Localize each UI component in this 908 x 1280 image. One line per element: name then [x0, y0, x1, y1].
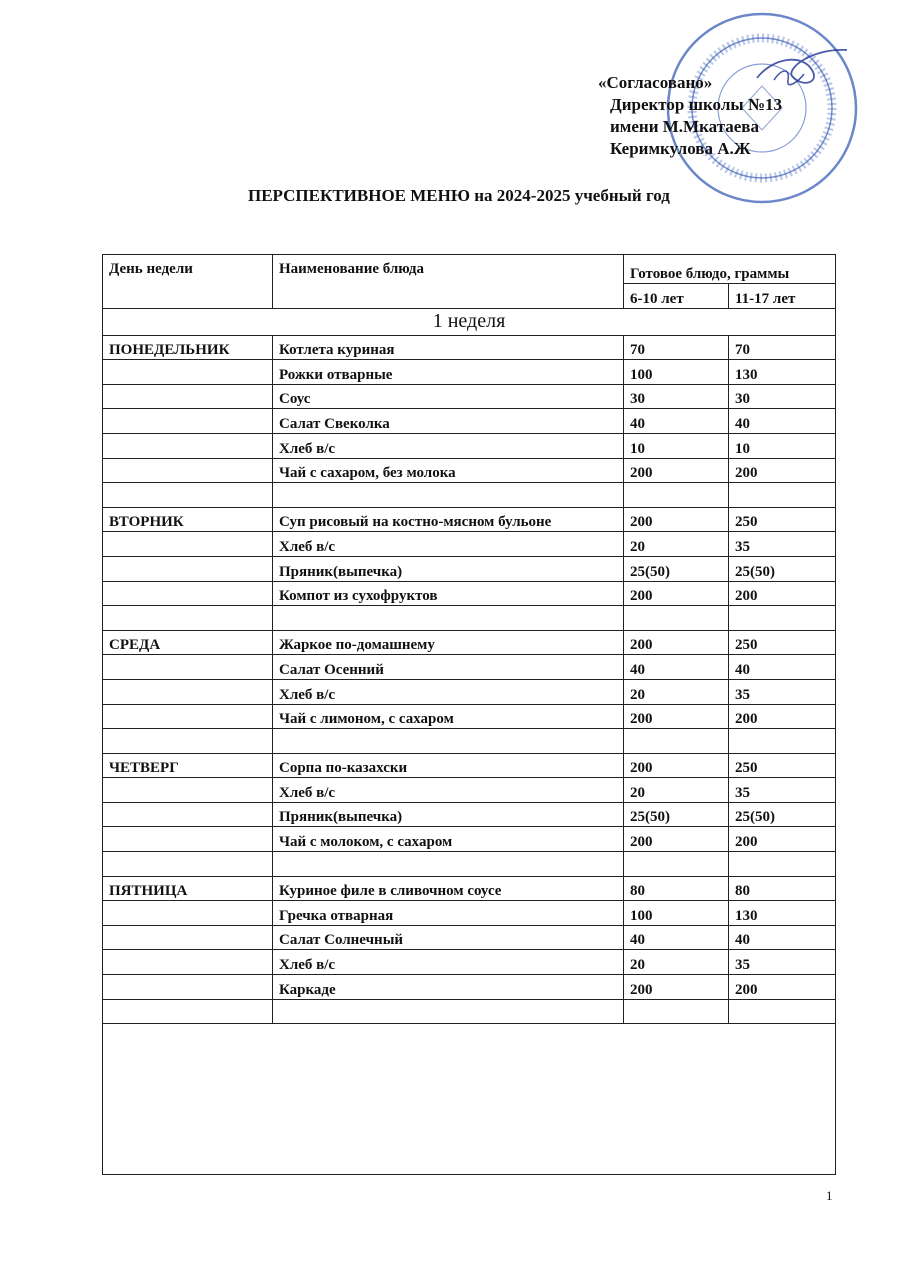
grams-11-17-cell: 70 — [729, 335, 836, 360]
grams-11-17-cell — [729, 999, 836, 1024]
table-row — [103, 827, 836, 852]
grams-6-10-cell: 40 — [624, 925, 729, 950]
dish-cell — [273, 852, 624, 877]
table-row — [103, 335, 836, 360]
day-cell — [103, 925, 273, 950]
header-ready-dish-grams: Готовое блюдо, граммы — [624, 255, 836, 284]
table-row — [103, 655, 836, 680]
dish-cell: Соус — [273, 384, 624, 409]
dish-cell: Чай с сахаром, без молока — [273, 458, 624, 483]
grams-11-17-cell: 200 — [729, 704, 836, 729]
table-row — [103, 507, 836, 532]
day-cell — [103, 729, 273, 754]
dish-cell — [273, 483, 624, 508]
empty-cell — [103, 1024, 836, 1175]
table-row — [103, 901, 836, 926]
grams-6-10-cell — [624, 729, 729, 754]
approval-signatory: Керимкулова А.Ж — [610, 139, 751, 158]
grams-11-17-cell: 40 — [729, 409, 836, 434]
grams-6-10-cell: 200 — [624, 507, 729, 532]
dish-cell: Жаркое по-домашнему — [273, 630, 624, 655]
dish-cell: Хлеб в/с — [273, 433, 624, 458]
table-header-row — [103, 255, 836, 284]
dish-cell: Куриное филе в сливочном соусе — [273, 876, 624, 901]
table-row — [103, 876, 836, 901]
day-cell — [103, 360, 273, 385]
grams-6-10-cell: 80 — [624, 876, 729, 901]
day-cell — [103, 581, 273, 606]
approval-heading: «Согласовано» — [598, 73, 713, 92]
menu-table — [102, 254, 836, 1175]
grams-6-10-cell: 200 — [624, 458, 729, 483]
grams-11-17-cell: 200 — [729, 827, 836, 852]
day-cell — [103, 532, 273, 557]
table-row — [103, 753, 836, 778]
day-cell — [103, 852, 273, 877]
grams-6-10-cell: 40 — [624, 655, 729, 680]
dish-cell — [273, 606, 624, 631]
day-cell — [103, 433, 273, 458]
dish-cell — [273, 729, 624, 754]
header-age-6-10: 6-10 лет — [624, 284, 729, 309]
table-row — [103, 384, 836, 409]
document-title: ПЕРСПЕКТИВНОЕ МЕНЮ на 2024-2025 учебный год — [248, 186, 670, 205]
approval-block — [598, 72, 782, 160]
dish-cell: Салат Свеколка — [273, 409, 624, 434]
table-row — [103, 409, 836, 434]
table-row — [103, 532, 836, 557]
dish-cell: Котлета куриная — [273, 335, 624, 360]
day-cell — [103, 827, 273, 852]
grams-6-10-cell: 200 — [624, 975, 729, 1000]
dish-cell: Компот из сухофруктов — [273, 581, 624, 606]
table-row — [103, 778, 836, 803]
grams-6-10-cell: 200 — [624, 753, 729, 778]
grams-11-17-cell: 35 — [729, 532, 836, 557]
table-row — [103, 704, 836, 729]
week-label: 1 неделя — [103, 308, 836, 335]
dish-cell: Чай с лимоном, с сахаром — [273, 704, 624, 729]
grams-6-10-cell — [624, 606, 729, 631]
grams-11-17-cell: 250 — [729, 753, 836, 778]
table-row — [103, 999, 836, 1024]
grams-6-10-cell: 25(50) — [624, 556, 729, 581]
dish-cell: Хлеб в/с — [273, 679, 624, 704]
grams-6-10-cell: 10 — [624, 433, 729, 458]
table-row — [103, 556, 836, 581]
dish-cell: Сорпа по-казахски — [273, 753, 624, 778]
approval-school-name: имени М.Мкатаева — [610, 117, 759, 136]
dish-cell: Хлеб в/с — [273, 532, 624, 557]
dish-cell: Каркаде — [273, 975, 624, 1000]
table-row — [103, 433, 836, 458]
grams-6-10-cell: 200 — [624, 827, 729, 852]
grams-11-17-cell: 200 — [729, 975, 836, 1000]
dish-cell: Пряник(выпечка) — [273, 556, 624, 581]
table-row — [103, 729, 836, 754]
week-row — [103, 308, 836, 335]
table-row — [103, 483, 836, 508]
grams-6-10-cell — [624, 483, 729, 508]
grams-11-17-cell — [729, 483, 836, 508]
day-cell — [103, 606, 273, 631]
dish-cell: Хлеб в/с — [273, 950, 624, 975]
grams-11-17-cell: 40 — [729, 925, 836, 950]
grams-6-10-cell — [624, 852, 729, 877]
day-cell — [103, 802, 273, 827]
day-cell — [103, 655, 273, 680]
grams-11-17-cell: 200 — [729, 581, 836, 606]
table-row — [103, 852, 836, 877]
grams-6-10-cell: 40 — [624, 409, 729, 434]
grams-11-17-cell: 130 — [729, 901, 836, 926]
dish-cell: Салат Солнечный — [273, 925, 624, 950]
header-age-11-17: 11-17 лет — [729, 284, 836, 309]
grams-6-10-cell: 20 — [624, 950, 729, 975]
grams-6-10-cell: 200 — [624, 704, 729, 729]
dish-cell: Суп рисовый на костно-мясном бульоне — [273, 507, 624, 532]
grams-6-10-cell: 20 — [624, 778, 729, 803]
day-cell — [103, 556, 273, 581]
grams-6-10-cell — [624, 999, 729, 1024]
table-row — [103, 360, 836, 385]
dish-cell: Салат Осенний — [273, 655, 624, 680]
grams-11-17-cell — [729, 729, 836, 754]
table-row — [103, 802, 836, 827]
day-cell — [103, 458, 273, 483]
day-cell: СРЕДА — [103, 630, 273, 655]
table-row — [103, 581, 836, 606]
day-cell — [103, 901, 273, 926]
grams-11-17-cell: 25(50) — [729, 556, 836, 581]
grams-11-17-cell: 10 — [729, 433, 836, 458]
table-row — [103, 975, 836, 1000]
page-number: 1 — [826, 1188, 833, 1203]
grams-6-10-cell: 25(50) — [624, 802, 729, 827]
grams-11-17-cell: 40 — [729, 655, 836, 680]
grams-11-17-cell: 130 — [729, 360, 836, 385]
table-row — [103, 950, 836, 975]
grams-6-10-cell: 200 — [624, 581, 729, 606]
grams-11-17-cell: 200 — [729, 458, 836, 483]
grams-11-17-cell: 30 — [729, 384, 836, 409]
day-cell — [103, 999, 273, 1024]
table-row — [103, 925, 836, 950]
table-row — [103, 630, 836, 655]
day-cell: ЧЕТВЕРГ — [103, 753, 273, 778]
day-cell — [103, 483, 273, 508]
day-cell: ПОНЕДЕЛЬНИК — [103, 335, 273, 360]
grams-11-17-cell: 35 — [729, 950, 836, 975]
grams-6-10-cell: 100 — [624, 360, 729, 385]
grams-6-10-cell: 70 — [624, 335, 729, 360]
grams-6-10-cell: 200 — [624, 630, 729, 655]
dish-cell: Гречка отварная — [273, 901, 624, 926]
day-cell — [103, 384, 273, 409]
table-row — [103, 679, 836, 704]
dish-cell: Хлеб в/с — [273, 778, 624, 803]
day-cell: ПЯТНИЦА — [103, 876, 273, 901]
grams-6-10-cell: 100 — [624, 901, 729, 926]
day-cell — [103, 409, 273, 434]
dish-cell: Чай с молоком, с сахаром — [273, 827, 624, 852]
grams-11-17-cell: 250 — [729, 507, 836, 532]
grams-11-17-cell: 35 — [729, 778, 836, 803]
header-day-of-week: День недели — [103, 255, 273, 309]
grams-6-10-cell: 20 — [624, 532, 729, 557]
grams-11-17-cell — [729, 852, 836, 877]
grams-11-17-cell: 35 — [729, 679, 836, 704]
day-cell — [103, 778, 273, 803]
dish-cell — [273, 999, 624, 1024]
day-cell — [103, 679, 273, 704]
table-row — [103, 606, 836, 631]
table-row — [103, 458, 836, 483]
dish-cell: Рожки отварные — [273, 360, 624, 385]
grams-11-17-cell: 80 — [729, 876, 836, 901]
grams-6-10-cell: 20 — [624, 679, 729, 704]
grams-11-17-cell — [729, 606, 836, 631]
day-cell — [103, 704, 273, 729]
grams-11-17-cell: 250 — [729, 630, 836, 655]
day-cell — [103, 950, 273, 975]
approval-position: Директор школы №13 — [610, 95, 782, 114]
grams-6-10-cell: 30 — [624, 384, 729, 409]
day-cell — [103, 975, 273, 1000]
header-dish-name: Наименование блюда — [273, 255, 624, 309]
table-empty-area — [103, 1024, 836, 1175]
grams-11-17-cell: 25(50) — [729, 802, 836, 827]
day-cell: ВТОРНИК — [103, 507, 273, 532]
dish-cell: Пряник(выпечка) — [273, 802, 624, 827]
